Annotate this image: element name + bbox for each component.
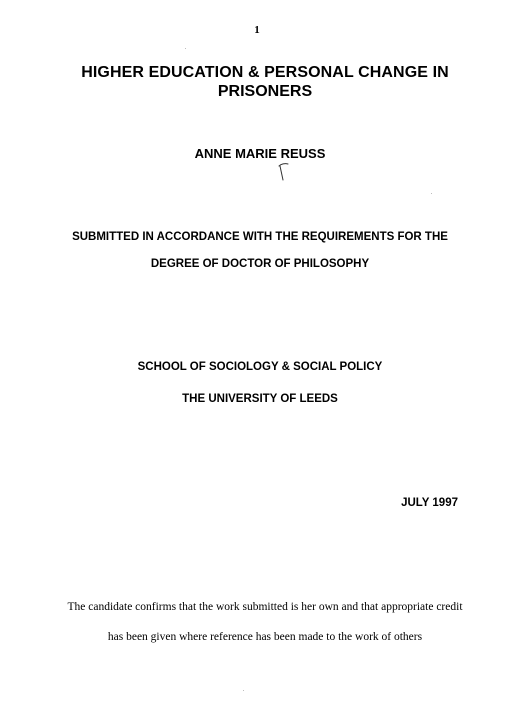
university-name: THE UNIVERSITY OF LEEDS: [182, 393, 338, 405]
scan-speck: [243, 690, 244, 691]
thesis-title-line-1: HIGHER EDUCATION & PERSONAL CHANGE IN: [81, 64, 449, 81]
submission-statement-line-2: DEGREE OF DOCTOR OF PHILOSOPHY: [150, 258, 370, 270]
declaration-line-2: has been given where reference has been made to the work of others: [107, 631, 423, 643]
submission-date: JULY 1997: [401, 497, 458, 509]
author-name: ANNE MARIE REUSS: [194, 146, 326, 161]
thesis-title-line-2: PRISONERS: [217, 83, 313, 100]
scan-speck: [431, 193, 432, 194]
page-number: 1: [254, 24, 260, 36]
scan-speck: [185, 48, 186, 49]
handwritten-pen-mark: [276, 160, 290, 182]
declaration-line-1: The candidate confirms that the work submitted is her own and that appropriate credit: [67, 601, 463, 613]
school-name: SCHOOL OF SOCIOLOGY & SOCIAL POLICY: [137, 361, 383, 373]
submission-statement-line-1: SUBMITTED IN ACCORDANCE WITH THE REQUIREMENTS FOR THE: [72, 231, 448, 243]
